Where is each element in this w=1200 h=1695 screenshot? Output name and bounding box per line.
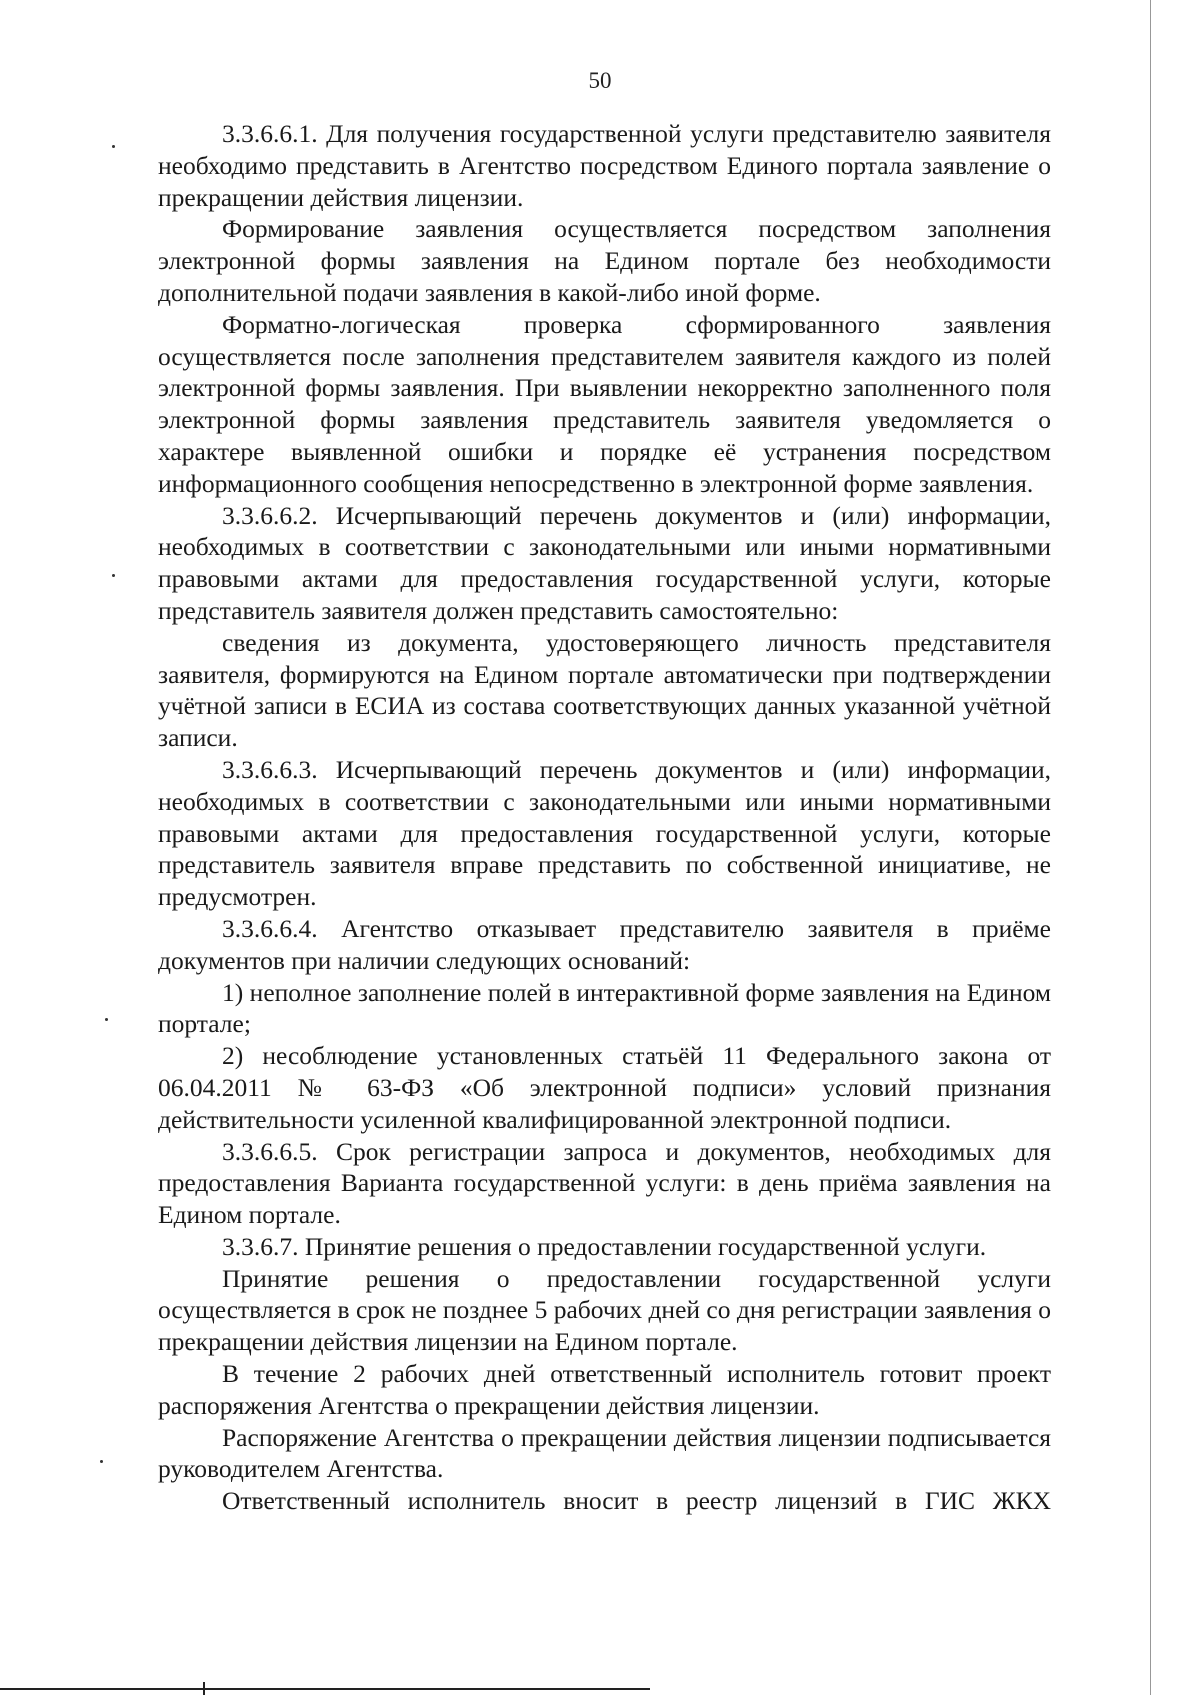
paragraph: Принятие решения о предоставлении государственной услуги осуществляется в срок не позднее 5 рабочих дней со дня регистрации заявления о прекращении действия лицензии на Едином портале. <box>158 1263 1051 1357</box>
scan-mark <box>100 1460 103 1463</box>
paragraph: Форматно-логическая проверка сформированного заявления осуществляется после заполнения представителем заявителя каждого из полей электронной формы заявления. При выявлении некорректно заполненного поля электронной формы заявления представитель заявителя уведомляется о характере выявленной ошибки и порядке её устранения посредством информационного сообщения непосредственно в электронной форме заявления. <box>158 309 1051 498</box>
paragraph: Распоряжение Агентства о прекращении действия лицензии подписывается руководителем Агентства. <box>158 1422 1051 1484</box>
scan-bottom-line <box>0 1688 650 1690</box>
paragraph: 1) неполное заполнение полей в интерактивной форме заявления на Едином портале; <box>158 977 1051 1039</box>
paragraph: 3.3.6.6.2. Исчерпывающий перечень документов и (или) информации, необходимых в соответствии с законодательными или иными нормативными правовыми актами для предоставления государственной услуги, которые представитель заявителя должен представить самостоятельно: <box>158 500 1051 625</box>
paragraph: 3.3.6.6.1. Для получения государственной услуги представителю заявителя необходимо представить в Агентство посредством Единого портала заявление о прекращении действия лицензии. <box>158 119 1051 212</box>
paragraph: 3.3.6.6.5. Срок регистрации запроса и документов, необходимых для предоставления Варианта государственной услуги: в день приёма заявления на Едином портале. <box>158 1136 1051 1230</box>
scan-mark <box>112 574 115 577</box>
paragraph: 3.3.6.6.3. Исчерпывающий перечень документов и (или) информации, необходимых в соответствии с законодательными или иными нормативными правовыми актами для предоставления государственной услуги, которые представитель заявителя вправе представить по собственной инициативе, не предусмотрен. <box>158 754 1051 912</box>
paragraph: В течение 2 рабочих дней ответственный исполнитель готовит проект распоряжения Агентства о прекращении действия лицензии. <box>158 1359 1051 1420</box>
scan-mark <box>112 145 115 148</box>
paragraph: 3.3.6.6.4. Агентство отказывает представителю заявителя в приёме документов при наличии следующих оснований: <box>158 913 1051 975</box>
scan-bottom-line <box>203 1682 205 1695</box>
paragraph: Формирование заявления осуществляется посредством заполнения электронной формы заявления на Едином портале без необходимости дополнительной подачи заявления в какой-либо иной форме. <box>158 214 1051 307</box>
scan-edge-line <box>1150 0 1151 1695</box>
page-number: 50 <box>588 68 612 93</box>
paragraph: 2) несоблюдение установленных статьёй 11 Федерального закона от 06.04.2011 № 63-ФЗ «Об электронной подписи» условий признания действительности усиленной квалифицированной электронной подписи. <box>158 1041 1051 1134</box>
paragraph: сведения из документа, удостоверяющего личность представителя заявителя, формируются на Едином портале автоматически при подтверждении учётной записи в ЕСИА из состава соответствующих данных указанной учётной записи. <box>158 627 1051 753</box>
paragraph: Ответственный исполнитель вносит в реестр лицензий в ГИС ЖКХ <box>222 1486 1051 1516</box>
scan-mark <box>105 1018 108 1021</box>
document-body <box>158 118 1051 1517</box>
paragraph: 3.3.6.7. Принятие решения о предоставлении государственной услуги. <box>222 1231 987 1261</box>
